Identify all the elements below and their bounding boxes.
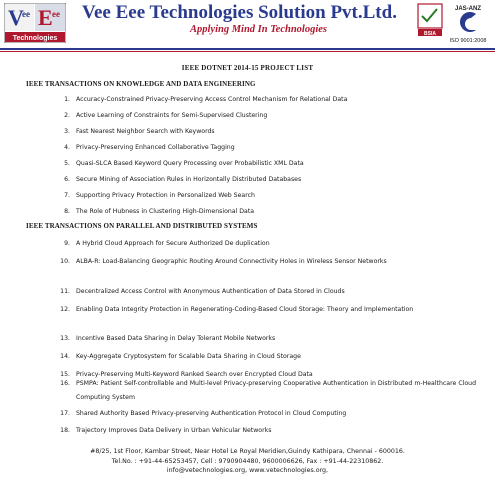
footer-web: info@vetechnologies.org, www.vetechnologies.org, bbox=[166, 467, 329, 474]
item-number: 18. bbox=[60, 427, 70, 434]
item-title: Privacy-Preserving Multi-Keyword Ranked Search over Encrypted Cloud Data bbox=[76, 371, 313, 378]
item-title: Accuracy-Constrained Privacy-Preserving Access Control Mechanism for Relational Data bbox=[76, 96, 348, 103]
header-rule-accent bbox=[0, 51, 495, 52]
item-number: 17. bbox=[60, 410, 70, 417]
list-item bbox=[60, 303, 476, 317]
footer-phone: Tel.No. : +91-44-65253457, Cell : 9790904480, 9600006626, Fax : +91-44-22310862. bbox=[111, 457, 384, 465]
item-number: 12. bbox=[60, 306, 70, 313]
section-heading-kde: IEEE TRANSACTIONS ON KNOWLEDGE AND DATA ENGINEERING bbox=[26, 80, 256, 88]
certification-badge bbox=[416, 2, 492, 46]
item-title: Shared Authority Based Privacy-preserving Authentication Protocol in Cloud Computing bbox=[76, 410, 347, 417]
item-title: Privacy-Preserving Enhanced Collaborative Tagging bbox=[76, 144, 235, 151]
item-title: Key-Aggregate Cryptosystem for Scalable Data Sharing in Cloud Storage bbox=[76, 353, 301, 360]
svg-text:V: V bbox=[8, 5, 24, 30]
item-number: 2. bbox=[64, 112, 70, 119]
item-title: Active Learning of Constraints for Semi-Supervised Clustering bbox=[76, 112, 268, 119]
item-title: Incentive Based Data Sharing in Delay Tolerant Mobile Networks bbox=[76, 335, 276, 342]
item-number: 16. bbox=[60, 380, 70, 387]
item-number: 14. bbox=[60, 353, 70, 360]
item-title: Quasi-SLCA Based Keyword Query Processing over Probabilistic XML Data bbox=[76, 160, 304, 167]
list-item bbox=[64, 173, 476, 187]
svg-text:ee: ee bbox=[52, 9, 60, 19]
item-title: Decentralized Access Control with Anonymous Authentication of Data Stored in Clouds bbox=[76, 288, 345, 295]
svg-text:ee: ee bbox=[22, 9, 30, 19]
list-item bbox=[60, 407, 476, 421]
footer-address: #8/25, 1st Floor, Kambar Street, Near Hotel Le Royal Meridien,Guindy Kathipara, Chennai - 600016. bbox=[90, 448, 405, 455]
document-title: IEEE DOTNET 2014-15 PROJECT LIST bbox=[181, 64, 314, 72]
list-item bbox=[64, 125, 476, 139]
item-title: Supporting Privacy Protection in Personalized Web Search bbox=[76, 192, 255, 199]
item-title: PSMPA: Patient Self-controllable and Multi-level Privacy-preserving Cooperative Authentication in Distributed m-Healthcare Cloud Computing System bbox=[76, 380, 476, 401]
svg-text:Technologies: Technologies bbox=[12, 35, 58, 42]
item-number: 13. bbox=[60, 335, 70, 342]
svg-text:BSIA: BSIA bbox=[424, 31, 436, 37]
svg-text:JAS-ANZ: JAS-ANZ bbox=[454, 6, 482, 12]
item-title: ALBA-R: Load-Balancing Geographic Routing Around Connectivity Holes in Wireless Sensor Networks bbox=[76, 258, 387, 265]
item-number: 4. bbox=[64, 144, 70, 151]
header-rule bbox=[0, 48, 495, 50]
list-item bbox=[60, 332, 476, 346]
list-item bbox=[64, 237, 476, 251]
list-item bbox=[60, 285, 476, 299]
list-item bbox=[60, 255, 476, 269]
item-title: A Hybrid Cloud Approach for Secure Authorized De duplication bbox=[76, 240, 270, 247]
list-item bbox=[64, 93, 476, 107]
section-heading-pds: IEEE TRANSACTIONS ON PARALLEL AND DISTRIBUTED SYSTEMS bbox=[26, 222, 258, 230]
item-number: 15. bbox=[60, 371, 70, 378]
svg-text:ISO 9001:2008: ISO 9001:2008 bbox=[449, 38, 487, 44]
item-number: 5. bbox=[64, 160, 70, 167]
list-item bbox=[60, 424, 476, 438]
item-title: Secure Mining of Association Rules in Horizontally Distributed Databases bbox=[76, 176, 302, 183]
item-number: 10. bbox=[60, 258, 70, 265]
company-tagline: Applying Mind In Technologies bbox=[190, 24, 328, 35]
item-title: Trajectory Improves Data Delivery in Urban Vehicular Networks bbox=[76, 427, 272, 434]
item-number: 1. bbox=[64, 96, 70, 103]
list-item bbox=[64, 157, 476, 171]
item-title: The Role of Hubness in Clustering High-Dimensional Data bbox=[76, 208, 255, 215]
list-item bbox=[64, 189, 476, 203]
item-number: 7. bbox=[64, 192, 70, 199]
item-number: 3. bbox=[64, 128, 70, 135]
list-item bbox=[64, 141, 476, 155]
letterhead bbox=[0, 0, 495, 48]
list-item bbox=[64, 205, 476, 219]
contact-footer bbox=[0, 447, 495, 476]
item-number: 8. bbox=[64, 208, 70, 215]
list-item bbox=[64, 109, 476, 123]
item-number: 11. bbox=[60, 288, 70, 295]
item-title: Fast Nearest Neighbor Search with Keywords bbox=[76, 128, 215, 135]
list-item bbox=[60, 350, 476, 364]
item-title: Enabling Data Integrity Protection in Regenerating-Coding-Based Cloud Storage: Theory and Implementation bbox=[76, 306, 414, 313]
svg-text:E: E bbox=[38, 5, 53, 30]
list-item bbox=[60, 377, 476, 404]
item-number: 6. bbox=[64, 176, 70, 183]
company-logo bbox=[4, 3, 66, 43]
company-name: Vee Eee Technologies Solution Pvt.Ltd. bbox=[82, 2, 397, 23]
item-number: 9. bbox=[64, 240, 70, 247]
